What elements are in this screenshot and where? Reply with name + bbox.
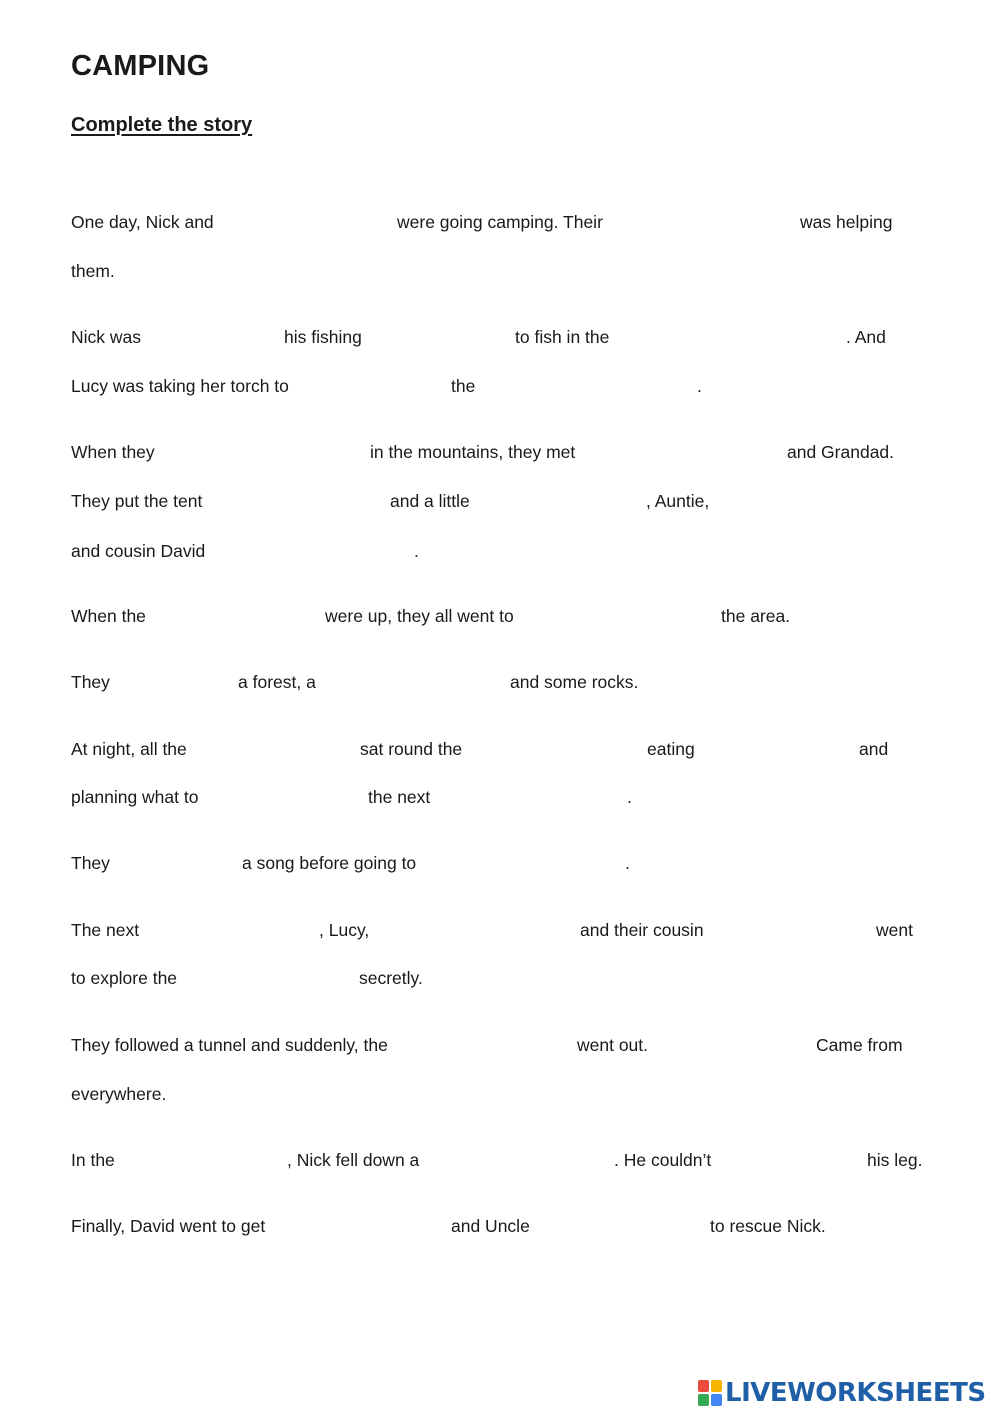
- story-text-segment: everywhere.: [71, 1084, 167, 1104]
- story-text-segment: and a little: [390, 491, 470, 511]
- story-text-segment: his leg.: [867, 1150, 923, 1170]
- story-text-segment: , Lucy,: [319, 920, 370, 940]
- story-text-segment: They: [71, 672, 110, 692]
- story-text-segment: .: [627, 787, 632, 807]
- story-text-segment: them.: [71, 261, 115, 281]
- story-text-segment: and: [859, 739, 889, 759]
- story-text-segment: .: [697, 376, 702, 396]
- story-text-segment: When the: [71, 606, 146, 626]
- story-text-segment: to rescue Nick.: [710, 1216, 826, 1236]
- story-text-segment: .: [414, 541, 419, 561]
- story-text-segment: When they: [71, 442, 155, 462]
- story-text-segment: went: [876, 920, 913, 940]
- story-text-segment: The next: [71, 920, 140, 940]
- story-text-segment: They: [71, 853, 110, 873]
- story-text-segment: sat round the: [360, 739, 463, 759]
- story-text-segment: and Uncle: [451, 1216, 530, 1236]
- story-text-segment: One day, Nick and: [71, 212, 214, 232]
- liveworksheets-logo-icon: [698, 1380, 722, 1406]
- story-text-segment: were going camping. Their: [397, 212, 603, 232]
- story-text-segment: to explore the: [71, 968, 178, 988]
- story-text-segment: went out.: [577, 1035, 649, 1055]
- story-text-segment: was helping: [800, 212, 893, 232]
- story-text-segment: They put the tent: [71, 491, 203, 511]
- story-text-segment: secretly.: [359, 968, 423, 988]
- story-text-segment: a song before going to: [242, 853, 417, 873]
- story-text-segment: his fishing: [284, 327, 362, 347]
- story-text-segment: Lucy was taking her torch to: [71, 376, 289, 396]
- story-text-segment: a forest, a: [238, 672, 316, 692]
- story-text-segment: and cousin David: [71, 541, 206, 561]
- story-text-segment: the: [451, 376, 476, 396]
- story-text-segment: and some rocks.: [510, 672, 639, 692]
- liveworksheets-logo: [698, 1380, 986, 1406]
- story-text-segment: , Auntie,: [646, 491, 710, 511]
- story-text-segment: in the mountains, they met: [370, 442, 576, 462]
- story-text-segment: Nick was: [71, 327, 142, 347]
- page-subtitle: Complete the story: [71, 114, 253, 136]
- page-title: CAMPING: [71, 50, 210, 82]
- story-text-segment: Came from: [816, 1035, 903, 1055]
- story-text-segment: and their cousin: [580, 920, 704, 940]
- story-text-segment: eating: [647, 739, 695, 759]
- story-text-segment: They followed a tunnel and suddenly, the: [71, 1035, 388, 1055]
- story-text-segment: .: [625, 853, 630, 873]
- story-text-segment: In the: [71, 1150, 115, 1170]
- story-text-segment: , Nick fell down a: [287, 1150, 420, 1170]
- story-text-segment: and Grandad.: [787, 442, 895, 462]
- logo-text: LIVEWORKSHEETS: [725, 1378, 986, 1408]
- story-text-segment: . And: [846, 327, 886, 347]
- story-text-segment: planning what to: [71, 787, 199, 807]
- story-text-segment: were up, they all went to: [325, 606, 514, 626]
- story-text-segment: the area.: [721, 606, 791, 626]
- story-text-segment: . He couldn’t: [614, 1150, 712, 1170]
- story-text-segment: the next: [368, 787, 431, 807]
- story-text-segment: to fish in the: [515, 327, 610, 347]
- story-text-segment: At night, all the: [71, 739, 187, 759]
- story-text-segment: Finally, David went to get: [71, 1216, 266, 1236]
